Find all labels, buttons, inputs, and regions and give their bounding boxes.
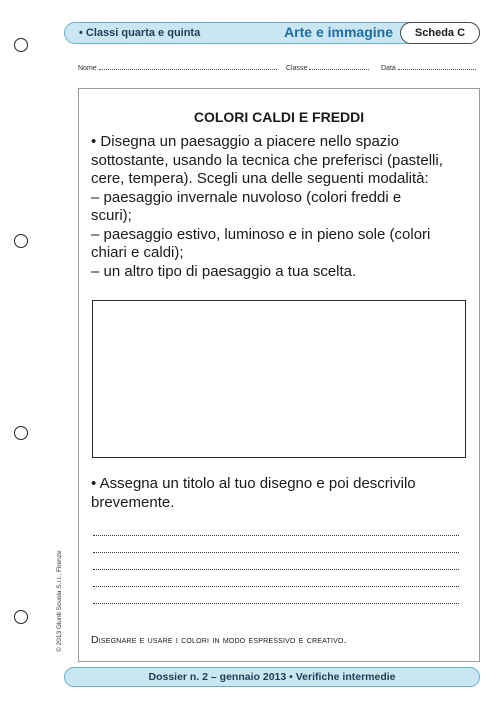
class-dotted-line [309,64,369,70]
writing-line[interactable] [93,587,459,604]
instruction-line: scuri); [91,207,132,224]
instruction-line: • Assegna un titolo al tuo disegno e poi descrivilo [91,475,416,492]
date-label: Data [381,65,396,72]
subject-title: Arte e immagine [284,24,393,40]
class-field [286,64,369,72]
class-label: Classe [286,65,308,72]
instruction-line: chiari e caldi); [91,244,184,261]
instruction-line: – un altro tipo di paesaggio a tua scelta. [91,262,357,280]
footer-text: Dossier n. 2 – gennaio 2013 • Verifiche intermedie [148,671,396,683]
sheet-badge: Scheda C [400,22,480,44]
learning-objective: Disegnare e usare i colori in modo espressivo e creativo. [91,634,347,646]
instruction-line: • Disegna un paesaggio a piacere nello spazio [91,133,399,150]
writing-line[interactable] [93,570,459,587]
name-field [78,64,277,72]
writing-line[interactable] [93,519,459,536]
binder-hole-2 [14,234,28,248]
writing-line[interactable] [93,553,459,570]
header-bar [64,22,480,44]
name-label: Nome [78,65,97,72]
class-level-label: • Classi quarta e quinta [79,27,201,39]
binder-hole-3 [14,426,28,440]
description-instructions [91,475,475,512]
drawing-area[interactable] [92,300,466,458]
writing-line[interactable] [93,536,459,553]
binder-hole-4 [14,610,28,624]
writing-lines [93,519,459,604]
name-dotted-line [99,64,277,70]
worksheet-frame [78,88,480,662]
date-field [381,64,476,72]
copyright-note: © 2013 Giunti Scuola S.r.l., Firenze [56,550,63,652]
instruction-line: – paesaggio estivo, luminoso e in pieno sole (colori [91,225,431,243]
instruction-line: cere, tempera). Scegli una delle seguenti modalità: [91,170,429,187]
instruction-line: – paesaggio invernale nuvoloso (colori freddi e [91,188,402,206]
binder-hole-1 [14,38,28,52]
footer-bar [64,667,480,687]
worksheet-title: COLORI CALDI E FREDDI [193,109,365,125]
drawing-instructions [91,133,475,281]
instruction-line: brevemente. [91,493,175,511]
date-dotted-line [398,64,476,70]
instruction-line: sottostante, usando la tecnica che preferisci (pastelli, [91,151,443,169]
